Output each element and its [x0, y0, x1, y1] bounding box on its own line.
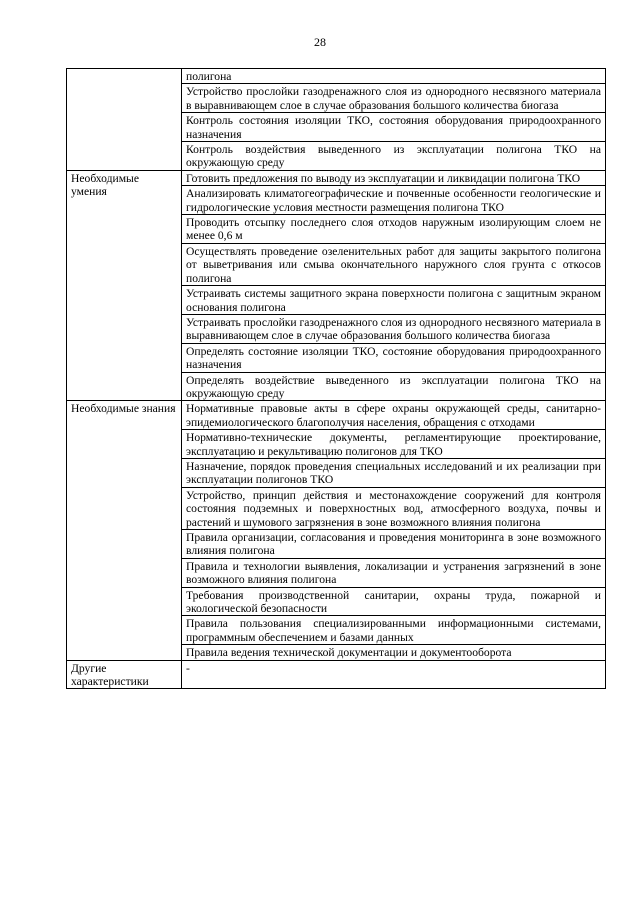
row-label-skills: Необходимые умения [67, 170, 182, 401]
table-cell: Готовить предложения по выводу из эксплуатации и ликвидации полигона ТКО [182, 170, 606, 185]
table-row [67, 660, 606, 689]
table-cell: Нормативные правовые акты в сфере охраны окружающей среды, санитарно-эпидемиологического благополучия населения, обращения с отходами [182, 401, 606, 430]
table-cell: Устраивать прослойки газодренажного слоя из однородного несвязного материала в выравнивающем слое в случае образования большого количества биогаза [182, 314, 606, 343]
row-label-knowledge: Необходимые знания [67, 401, 182, 660]
table-cell: Нормативно-технические документы, регламентирующие проектирование, эксплуатацию и рекультивацию полигонов для ТКО [182, 430, 606, 459]
table-cell: Проводить отсыпку последнего слоя отходов наружным изолирующим слоем не менее 0,6 м [182, 215, 606, 244]
page-number: 28 [314, 35, 326, 49]
row-label [67, 69, 182, 171]
table-cell: Устройство, принцип действия и местонахождение сооружений для контроля состояния подземных и поверхностных вод, атмосферного воздуха, почвы и растений и шумового загрязнения в зоне возможного влияния полигона [182, 487, 606, 529]
table-row [67, 170, 606, 185]
table-cell: Правила ведения технической документации и документооборота [182, 645, 606, 660]
table-cell: Контроль воздействия выведенного из эксплуатации полигона ТКО на окружающую среду [182, 142, 606, 171]
table-row [67, 69, 606, 84]
table-cell: Контроль состояния изоляции ТКО, состояния оборудования природоохранного назначения [182, 113, 606, 142]
table-cell: - [182, 660, 606, 689]
table-cell: Правила и технологии выявления, локализации и устранения загрязнений в зоне возможного влияния полигона [182, 558, 606, 587]
characteristics-table [66, 68, 606, 689]
table-cell: Устройство прослойки газодренажного слоя из однородного несвязного материала в выравнивающем слое в случае образования большого количества биогаза [182, 84, 606, 113]
table-cell: Назначение, порядок проведения специальных исследований и их реализации при эксплуатации полигонов ТКО [182, 458, 606, 487]
table-cell: полигона [182, 69, 606, 84]
table-cell: Требования производственной санитарии, охраны труда, пожарной и экологической безопасности [182, 587, 606, 616]
table-row [67, 401, 606, 430]
table-cell: Правила организации, согласования и проведения мониторинга в зоне возможного влияния полигона [182, 530, 606, 559]
row-label-other: Другие характеристики [67, 660, 182, 689]
table-cell: Анализировать климатогеографические и почвенные особенности геологические и гидрологические условия местности размещения полигона ТКО [182, 186, 606, 215]
table-cell: Осуществлять проведение озеленительных работ для защиты закрытого полигона от выветривания или смыва окончательного наружного слоя грунта с откосов полигона [182, 243, 606, 285]
table-cell: Правила пользования специализированными информационными системами, программным обеспечением и базами данных [182, 616, 606, 645]
table-cell: Устраивать системы защитного экрана поверхности полигона с защитным экраном основания полигона [182, 286, 606, 315]
table-cell: Определять воздействие выведенного из эксплуатации полигона ТКО на окружающую среду [182, 372, 606, 401]
table-cell: Определять состояние изоляции ТКО, состояние оборудования природоохранного назначения [182, 343, 606, 372]
